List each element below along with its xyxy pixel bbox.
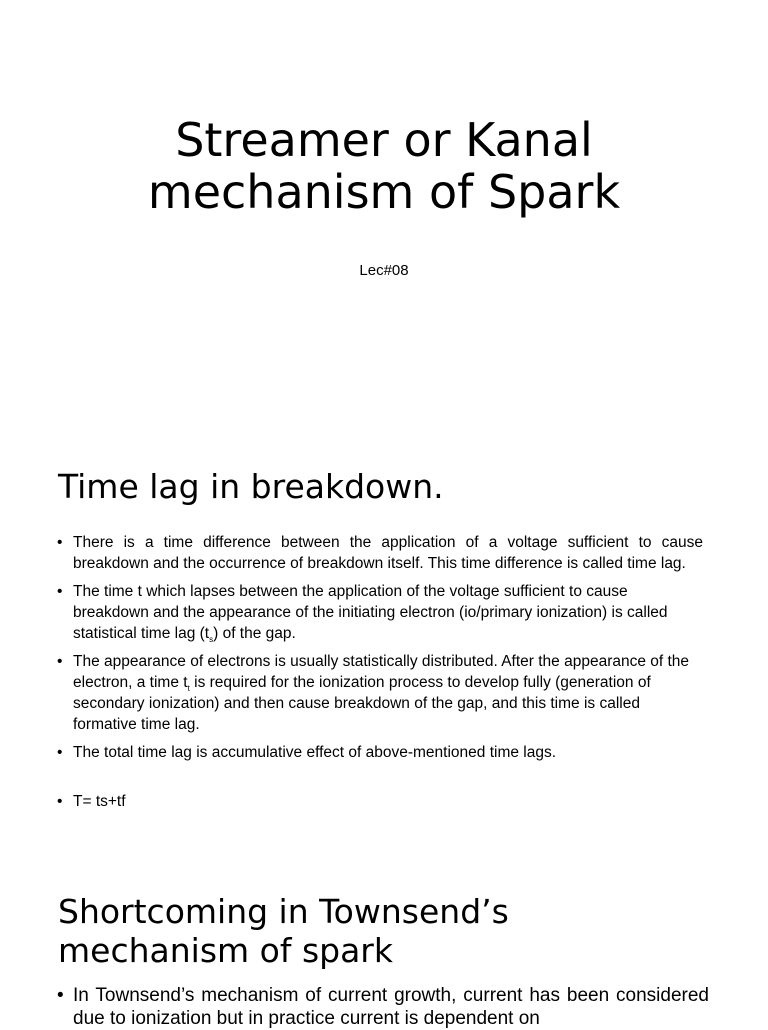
bullet-icon: • — [57, 793, 63, 810]
bullet-text: There is a time difference between the application of a voltage sufficient to cause breakdown and the occurrence of breakdown itself. This time difference is called time lag. — [73, 534, 703, 572]
bullet-text: The time t which lapses between the application of the voltage sufficient to cause breakdown and the appearance of the initiating electron (io/primary ionization) is called statistical time lag (t — [73, 583, 668, 642]
bullet-icon: • — [57, 653, 63, 670]
bullet-icon: • — [57, 534, 63, 551]
slide-title-line2: mechanism of Spark — [147, 165, 621, 219]
section-heading-time-lag: Time lag in breakdown. — [58, 467, 444, 506]
bullet-text: The appearance of electrons is usually statistically distributed. After the appearance of the electron, a time t — [73, 653, 690, 691]
list-item — [57, 532, 703, 574]
bullet-text: T= ts+tf — [73, 793, 126, 810]
slide-subtitle: Lec#08 — [359, 262, 409, 279]
subscript: s — [209, 635, 214, 645]
list-item — [57, 581, 703, 644]
bullet-icon: • — [57, 583, 63, 600]
list-item — [57, 651, 703, 735]
list-item — [57, 742, 703, 763]
slide-title-line1: Streamer or Kanal — [175, 113, 593, 167]
bullet-text-after: is required for the ionization process to develop fully (generation of secondary ionization) and then cause breakdown of the gap, and this time is called formative time lag. — [73, 674, 651, 733]
section-heading-line2: mechanism of spark — [58, 931, 393, 970]
bullet-text: In Townsend’s mechanism of current growth, current has been considered due to ionization but in practice current is dependent on — [73, 985, 709, 1029]
list-item — [57, 791, 703, 812]
list-item — [57, 984, 709, 1030]
bullet-text-after: ) of the gap. — [213, 625, 296, 642]
bullet-icon: • — [57, 985, 64, 1006]
section-heading-line1: Shortcoming in Townsend’s — [58, 892, 509, 931]
bullet-icon: • — [57, 744, 63, 761]
time-lag-bullet-list — [57, 532, 703, 812]
section-heading-shortcoming — [58, 892, 728, 970]
slide-title — [0, 114, 768, 218]
subscript: t — [187, 684, 190, 694]
bullet-text: The total time lag is accumulative effect of above-mentioned time lags. — [73, 744, 557, 761]
shortcoming-bullet-list — [57, 984, 709, 1030]
